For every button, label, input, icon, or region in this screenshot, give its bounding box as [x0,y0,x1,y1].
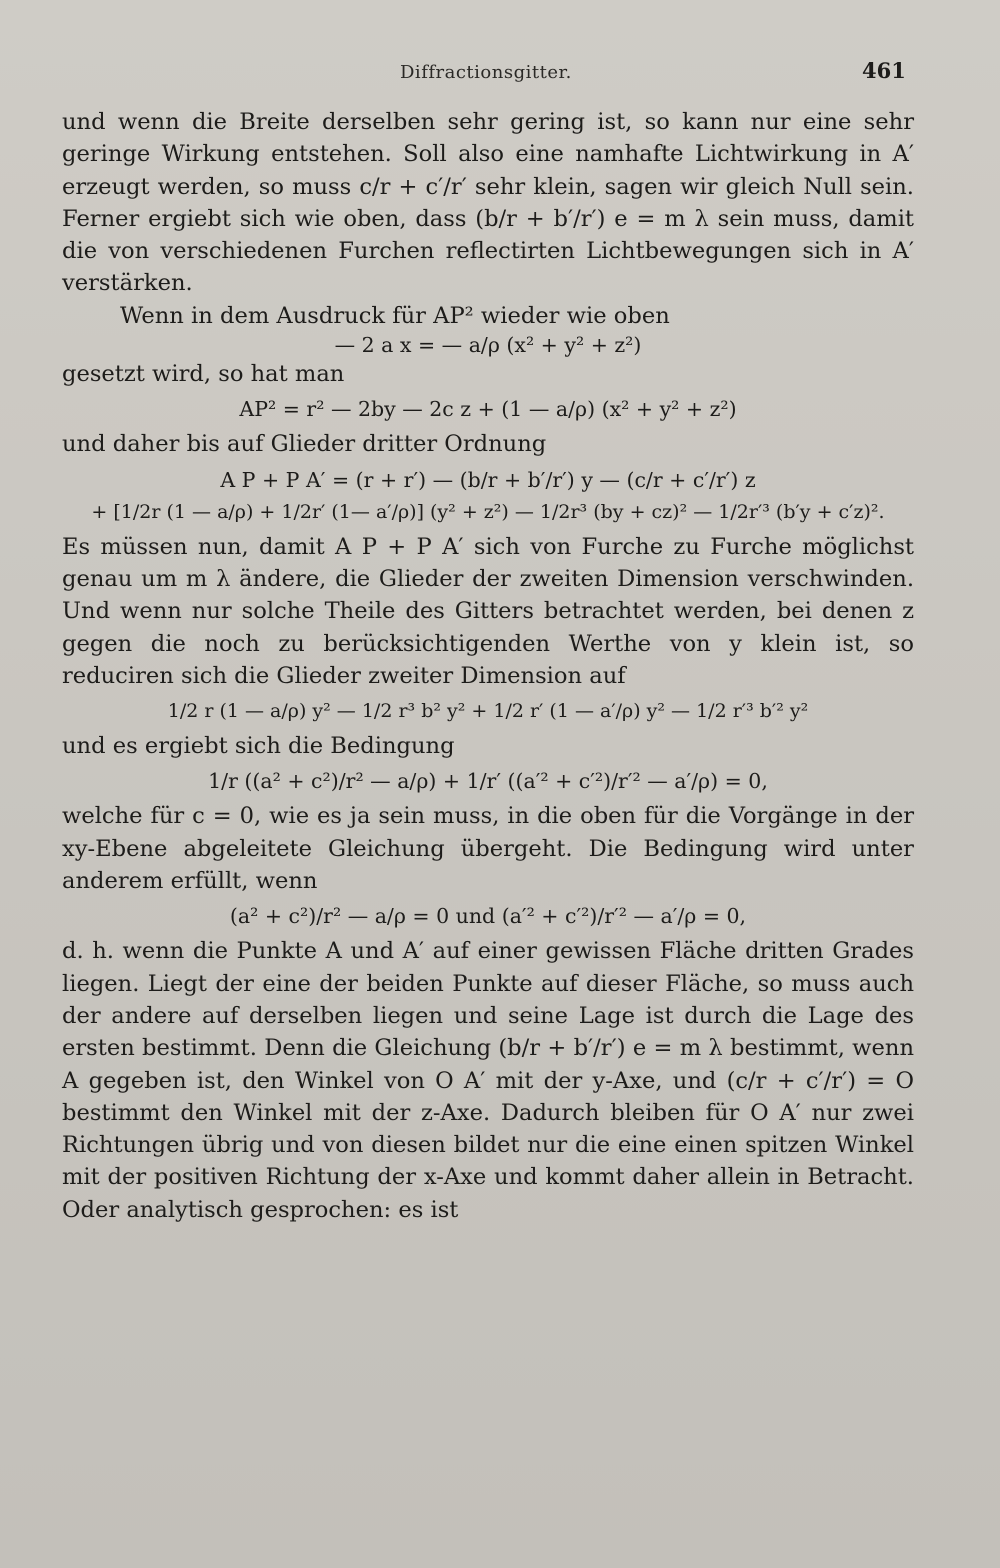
page-body [62,106,914,1226]
equation-7: (a² + c²)/r² — a/ρ = 0 und (a′² + c′²)/r′² — a′/ρ = 0, [229,904,747,929]
paragraph-2: Wenn in dem Ausdruck für AP² wieder wie oben [120,302,670,329]
equation-2: AP² = r² — 2by — 2c z + (1 — a/ρ) (x² + y² + z²) [239,397,737,422]
running-head: Diffractionsgitter. [400,62,572,83]
equation-3: A P + P A′ = (r + r′) — (b/r + b′/r′) y — (c/r + c′/r′) z [220,467,756,492]
equation-5: 1/2 r (1 — a/ρ) y² — 1/2 r³ b² y² + 1/2 r′ (1 — a′/ρ) y² — 1/2 r′³ b′² y² [167,700,809,723]
paragraph-4: und daher bis auf Glieder dritter Ordnung [62,431,547,458]
equation-4: + [1/2r (1 — a/ρ) + 1/2r′ (1— a′/ρ)] (y² + z²) — 1/2r³ (by + cz)² — 1/2r′³ (b′y + c′z)². [91,500,885,523]
paragraph-3: gesetzt wird, so hat man [62,361,345,388]
paragraph-5: Es müssen nun, damit A P + P A′ sich von Furche zu Furche möglichst genau um m λ ändere, die Glieder der zweiten Dimension verschwinden. Und wenn nur solche Theile des Gitters betrachtet werden, bei denen z gegen die noch zu berücksichtigenden Werthe von y klein ist, so reduciren sich die Glieder zweiter Dimension auf [62,533,914,689]
paragraph-1: und wenn die Breite derselben sehr gering ist, so kann nur eine sehr geringe Wirkung entstehen. Soll also eine namhafte Lichtwirkung in A′ erzeugt werden, so muss c/r + c′/r′ sehr klein, sagen wir gleich Null sein. Ferner ergiebt sich wie oben, dass (b/r + b′/r′) e = m λ sein muss, damit die von verschiedenen Furchen reflectirten Lichtbewegungen sich in A′ verstärken. [62,109,914,297]
paragraph-7: welche für c = 0, wie es ja sein muss, in die oben für die Vorgänge in der xy-Ebene abgeleitete Gleichung übergeht. Die Bedingung wird unter anderem erfüllt, wenn [62,803,914,895]
page-number: 461 [862,58,906,83]
page-header [0,58,1000,88]
equation-6: 1/r ((a² + c²)/r² — a/ρ) + 1/r′ ((a′² + c′²)/r′² — a′/ρ) = 0, [208,769,768,794]
paragraph-6: und es ergiebt sich die Bedingung [62,733,455,760]
paragraph-8: d. h. wenn die Punkte A und A′ auf einer gewissen Fläche dritten Grades liegen. Liegt der eine der beiden Punkte auf dieser Fläche, so muss auch der andere auf derselben liegen und seine Lage ist durch die Lage des ersten bestimmt. Denn die Gleichung (b/r + b′/r′) e = m λ bestimmt, wenn A gegeben ist, den Winkel von O A′ mit der y-Axe, und (c/r + c′/r′) = O bestimmt den Winkel mit der z-Axe. Dadurch bleiben für O A′ nur zwei Richtungen übrig und von diesen bildet nur die eine einen spitzen Winkel mit der positiven Richtung der x-Axe und kommt daher allein in Betracht. Oder analytisch gesprochen: es ist [62,938,914,1223]
equation-1: — 2 a x = — a/ρ (x² + y² + z²) [334,333,642,358]
